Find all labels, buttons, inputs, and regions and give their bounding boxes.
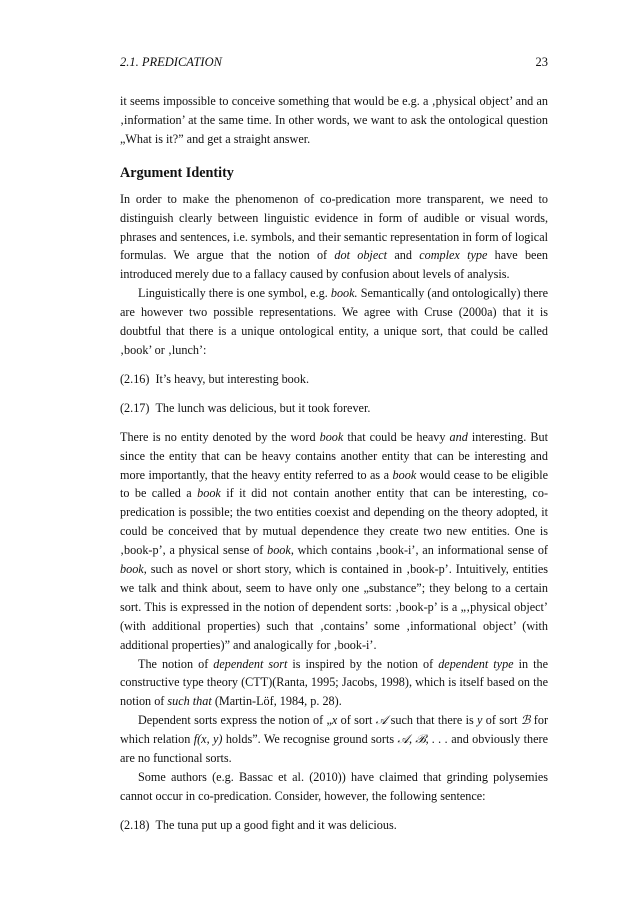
paragraph-4: The notion of dependent sort is inspired by the notion of dependent type in the constructive type theory (CTT)(Ranta, 1995; Jacobs, 1998), which is itself based on the notion of such that (Martin-Löf, 1984, p. 28). [120,656,548,709]
paragraph-2: Linguistically there is one symbol, e.g. book. Semantically (and ontologically) there are however two possible representations. We agree with Cruse (2000a) that it is doubtful that there is a unique ontological entity, a unique sort, that could be called ‚book’ or ‚lunch’: [120,286,548,357]
body-text [120,92,548,845]
example-2-18: (2.18) The tuna put up a good fight and it was delicious. [120,817,397,832]
page-number: 23 [535,55,548,69]
paragraph-6: Some authors (e.g. Bassac et al. (2010)) have claimed that grinding polysemies cannot occur in co-predication. Consider, however, the following sentence: [120,770,548,803]
paragraph-3: There is no entity denoted by the word book that could be heavy and interesting. But since the entity that can be heavy contains another entity that can be interesting and more importantly, that the heavy entity referred to as a book would cease to be eligible to be called a book if it did not contain another entity that can be interesting, co-predication is possible; the two entities coexist and depending on the theory adopted, it could be conceived that by mutual dependence they create two new entities. One is ‚book-p’, a physical sense of book, which contains ‚book-i’, an informational sense of book, such as novel or short story, which is contained in ‚book-p’. Intuitively, entities we talk and think about, seem to have only one „substance”; they belong to a certain sort. This is expressed in the notion of dependent sorts: ‚book-p’ is a „‚physical object’ (with additional properties) such that ‚contains’ some ‚informational object’ (with additional properties)” and analogically for ‚book-i’. [120,429,548,652]
paragraph-5: Dependent sorts express the notion of „x of sort 𝒜 such that there is y of sort ℬ for which relation f(x, y) holds”. We recognise ground sorts 𝒜, ℬ, . . . and obviously there are no functional sorts. [120,713,549,766]
paragraph-intro: it seems impossible to conceive something that would be e.g. a ‚physical object’ and an ‚information’ at the same time. In other words, we want to ask the ontological question „What is it?” and get a straight answer. [120,94,548,146]
paragraph-1: In order to make the phenomenon of co-predication more transparent, we need to distinguish clearly between linguistic evidence in form of audible or visual words, phrases and sentences, i.e. symbols, and their semantic representation in form of logical formulas. We argue that the notion of dot object and complex type have been introduced merely due to a fallacy caused by confusion about levels of analysis. [120,191,548,282]
example-2-17: (2.17) The lunch was delicious, but it took forever. [120,400,371,415]
running-head [120,55,548,73]
example-2-16: (2.16) It’s heavy, but interesting book. [120,371,310,386]
section-title: 2.1. PREDICATION [120,55,222,69]
section-heading: Argument Identity [120,164,234,181]
